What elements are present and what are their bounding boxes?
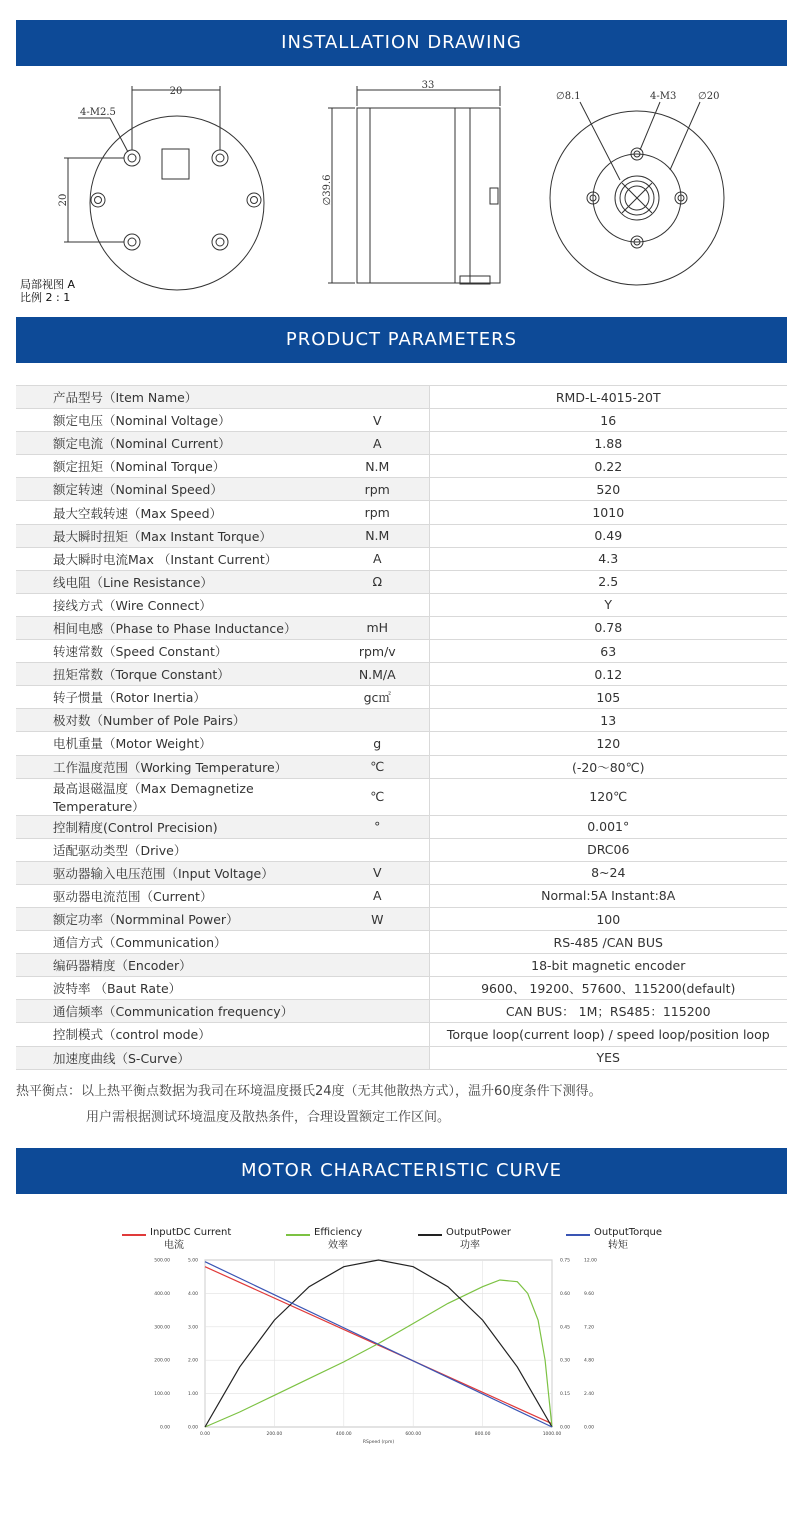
y-left-outer-tick: 200.00: [154, 1358, 170, 1364]
param-row: [16, 570, 787, 593]
x-tick-label: 400.00: [335, 1432, 352, 1437]
param-value: 520: [429, 478, 787, 501]
param-row: [16, 1000, 787, 1023]
param-value: 8~24: [429, 861, 787, 884]
parameters-table: [16, 385, 787, 1070]
y-left-inner-tick: 0.00: [187, 1425, 198, 1431]
param-unit: ℃: [326, 778, 429, 815]
y-left-outer-tick: 100.00: [154, 1392, 170, 1398]
param-value: YES: [429, 1046, 787, 1069]
param-unit: rpm: [326, 501, 429, 524]
drawing-svg: [0, 70, 800, 310]
param-value: CAN BUS： 1M；RS485：115200: [429, 1000, 787, 1023]
param-name: 工作温度范围（Working Temperature）: [16, 755, 326, 778]
param-value: 1010: [429, 501, 787, 524]
y-right-inner-tick: 0.30: [560, 1358, 571, 1364]
param-row: [16, 432, 787, 455]
x-tick-label: 600.00: [405, 1432, 422, 1437]
y-left-outer-tick: 0.00: [159, 1425, 170, 1431]
y-right-outer-tick: 0.00: [584, 1425, 595, 1431]
param-row: [16, 593, 787, 616]
param-unit: A: [326, 547, 429, 570]
motor-curve-banner: MOTOR CHARACTERISTIC CURVE: [16, 1148, 787, 1194]
param-value: 0.22: [429, 455, 787, 478]
param-name: 通信方式（Communication）: [16, 931, 326, 954]
param-unit: g: [326, 732, 429, 755]
x-tick-label: 200.00: [266, 1432, 283, 1437]
y-right-inner-tick: 0.45: [560, 1325, 571, 1331]
y-right-outer-tick: 4.80: [584, 1358, 595, 1364]
param-name: 控制精度(Control Precision): [16, 815, 326, 838]
param-value: 13: [429, 709, 787, 732]
dim-20-top: 20: [169, 86, 183, 97]
param-row: [16, 732, 787, 755]
param-name: 转子惯量（Rotor Inertia）: [16, 686, 326, 709]
param-unit: gc㎡: [326, 686, 429, 709]
x-axis-label: RSpeed (rpm): [362, 1440, 395, 1445]
dim-33: 33: [421, 80, 435, 91]
param-value: Y: [429, 593, 787, 616]
y-right-inner-tick: 0.15: [560, 1392, 571, 1398]
param-value: 0.78: [429, 616, 787, 639]
param-row: [16, 1046, 787, 1069]
side-view-body: [357, 108, 500, 283]
param-row: [16, 501, 787, 524]
param-unit: [326, 709, 429, 732]
param-row: [16, 977, 787, 1000]
y-left-inner-tick: 1.00: [187, 1392, 198, 1398]
y-left-inner-tick: 2.00: [187, 1358, 198, 1364]
legend-label-cn: 电流: [164, 1240, 184, 1251]
param-unit: [326, 931, 429, 954]
param-name: 扭矩常数（Torque Constant）: [16, 663, 326, 686]
param-row: [16, 640, 787, 663]
param-value: 0.001°: [429, 815, 787, 838]
param-name: 额定功率（Normminal Power）: [16, 907, 326, 930]
label-20: ∅20: [698, 91, 720, 102]
param-row: [16, 663, 787, 686]
label-4-m3: 4-M3: [650, 91, 677, 102]
param-unit: [326, 1046, 429, 1069]
param-row: [16, 815, 787, 838]
param-value: 0.49: [429, 524, 787, 547]
param-row: [16, 547, 787, 570]
param-unit: [326, 593, 429, 616]
param-name: 转速常数（Speed Constant）: [16, 640, 326, 663]
param-row: [16, 478, 787, 501]
y-left-inner-tick: 5.00: [187, 1258, 198, 1264]
installation-drawing-banner: INSTALLATION DRAWING: [16, 20, 787, 66]
label-4-m2-5: 4-M2.5: [80, 107, 116, 118]
param-value: 4.3: [429, 547, 787, 570]
y-left-inner-tick: 3.00: [187, 1325, 198, 1331]
param-value: 2.5: [429, 570, 787, 593]
thermal-note: [16, 1083, 602, 1127]
param-row: [16, 884, 787, 907]
x-tick-label: 800.00: [474, 1432, 491, 1437]
thermal-note-line1: 热平衡点：以上热平衡点数据为我司在环境温度摄氏24度（无其他散热方式），温升60度条件下测得。: [16, 1084, 602, 1099]
param-value: Torque loop(current loop) / speed loop/position loop: [429, 1023, 787, 1046]
param-value: Normal:5A Instant:8A: [429, 884, 787, 907]
x-tick-label: 0.00: [199, 1432, 211, 1437]
param-unit: Ω: [326, 570, 429, 593]
back-face-outline: [90, 116, 264, 290]
param-name: 最大瞬时电流Max （Instant Current）: [16, 547, 326, 570]
product-parameters-banner: PRODUCT PARAMETERS: [16, 317, 787, 363]
param-unit: rpm: [326, 478, 429, 501]
param-value: 18-bit magnetic encoder: [429, 954, 787, 977]
y-right-outer-tick: 7.20: [584, 1325, 595, 1331]
param-unit: °: [326, 815, 429, 838]
param-name: 额定电压（Nominal Voltage）: [16, 409, 326, 432]
param-name: 电机重量（Motor Weight）: [16, 732, 326, 755]
param-unit: [326, 838, 429, 861]
series-efficiency: [205, 1280, 552, 1427]
param-name: 额定转速（Nominal Speed）: [16, 478, 326, 501]
param-unit: rpm/v: [326, 640, 429, 663]
dim-39-6: ∅39.6: [322, 174, 333, 206]
y-left-outer-tick: 300.00: [154, 1325, 170, 1331]
legend-label-en: OutputPower: [446, 1227, 511, 1238]
param-value: 9600、 19200、57600、115200(default): [429, 977, 787, 1000]
param-row: [16, 709, 787, 732]
label-8-1: ∅8.1: [556, 91, 581, 102]
y-right-inner-tick: 0.60: [560, 1291, 571, 1297]
legend-label-cn: 转矩: [608, 1240, 628, 1251]
param-row: [16, 907, 787, 930]
legend-label-en: OutputTorque: [594, 1227, 663, 1238]
param-row: [16, 954, 787, 977]
y-left-inner-tick: 4.00: [187, 1291, 198, 1297]
param-row: [16, 931, 787, 954]
param-name: 通信频率（Communication frequency）: [16, 1000, 326, 1023]
param-value: 0.12: [429, 663, 787, 686]
param-name: 最高退磁温度（Max Demagnetize Temperature）: [16, 778, 326, 815]
scale-note-line2: 比例 2 : 1: [20, 291, 71, 304]
legend-label-en: Efficiency: [314, 1227, 363, 1238]
y-right-inner-tick: 0.75: [560, 1258, 571, 1264]
param-unit: [326, 1023, 429, 1046]
scale-note: [20, 278, 75, 304]
param-name: 线电阻（Line Resistance）: [16, 570, 326, 593]
param-row: [16, 778, 787, 815]
param-unit: ℃: [326, 755, 429, 778]
param-value: 1.88: [429, 432, 787, 455]
legend-label-cn: 功率: [460, 1240, 480, 1251]
param-row: [16, 1023, 787, 1046]
param-name: 波特率 （Baut Rate）: [16, 977, 326, 1000]
x-tick-label: 1000.00: [542, 1432, 562, 1437]
series-inputdc-current: [205, 1267, 552, 1424]
param-name: 极对数（Number of Pole Pairs）: [16, 709, 326, 732]
param-name: 最大瞬时扭矩（Max Instant Torque）: [16, 524, 326, 547]
param-unit: N.M: [326, 455, 429, 478]
param-row: [16, 755, 787, 778]
param-row: [16, 686, 787, 709]
param-row: [16, 861, 787, 884]
thermal-note-line2: 用户需根据测试环境温度及散热条件，合理设置额定工作区间。: [86, 1110, 451, 1125]
param-value: 16: [429, 409, 787, 432]
param-unit: N.M/A: [326, 663, 429, 686]
param-row: [16, 386, 787, 409]
param-name: 相间电感（Phase to Phase Inductance）: [16, 616, 326, 639]
y-right-outer-tick: 12.00: [584, 1258, 597, 1264]
param-value: (-20～80℃): [429, 755, 787, 778]
param-row: [16, 838, 787, 861]
param-name: 产品型号（Item Name）: [16, 386, 326, 409]
param-name: 接线方式（Wire Connect）: [16, 593, 326, 616]
param-value: 120℃: [429, 778, 787, 815]
param-value: 63: [429, 640, 787, 663]
y-right-outer-tick: 2.40: [584, 1392, 595, 1398]
param-value: RMD-L-4015-20T: [429, 386, 787, 409]
legend-label-cn: 效率: [328, 1240, 348, 1251]
param-unit: V: [326, 409, 429, 432]
y-left-outer-tick: 400.00: [154, 1291, 170, 1297]
param-row: [16, 616, 787, 639]
y-left-outer-tick: 500.00: [154, 1258, 170, 1264]
param-unit: [326, 954, 429, 977]
param-name: 适配驱动类型（Drive）: [16, 838, 326, 861]
y-right-outer-tick: 9.60: [584, 1291, 595, 1297]
param-unit: V: [326, 861, 429, 884]
back-face-square: [162, 149, 189, 179]
param-value: DRC06: [429, 838, 787, 861]
param-value: 100: [429, 907, 787, 930]
legend-label-en: InputDC Current: [150, 1227, 232, 1238]
param-value: RS-485 /CAN BUS: [429, 931, 787, 954]
param-name: 驱动器电流范围（Current）: [16, 884, 326, 907]
chart-svg: [0, 1215, 800, 1455]
param-name: 控制模式（control mode）: [16, 1023, 326, 1046]
param-name: 驱动器输入电压范围（Input Voltage）: [16, 861, 326, 884]
param-unit: [326, 977, 429, 1000]
param-name: 额定扭矩（Nominal Torque）: [16, 455, 326, 478]
motor-curve-chart: [0, 1215, 800, 1455]
dim-20-side: 20: [58, 193, 69, 207]
installation-drawing: [0, 70, 800, 310]
param-name: 编码器精度（Encoder）: [16, 954, 326, 977]
param-name: 额定电流（Nominal Current）: [16, 432, 326, 455]
param-unit: W: [326, 907, 429, 930]
param-unit: [326, 386, 429, 409]
param-value: 105: [429, 686, 787, 709]
param-value: 120: [429, 732, 787, 755]
param-name: 加速度曲线（S-Curve）: [16, 1046, 326, 1069]
param-row: [16, 409, 787, 432]
param-unit: [326, 1000, 429, 1023]
param-unit: N.M: [326, 524, 429, 547]
param-row: [16, 455, 787, 478]
param-unit: A: [326, 432, 429, 455]
param-name: 最大空载转速（Max Speed）: [16, 501, 326, 524]
param-row: [16, 524, 787, 547]
y-right-inner-tick: 0.00: [560, 1425, 571, 1431]
scale-note-line1: 局部视图 A: [20, 278, 76, 291]
param-unit: mH: [326, 616, 429, 639]
param-unit: A: [326, 884, 429, 907]
